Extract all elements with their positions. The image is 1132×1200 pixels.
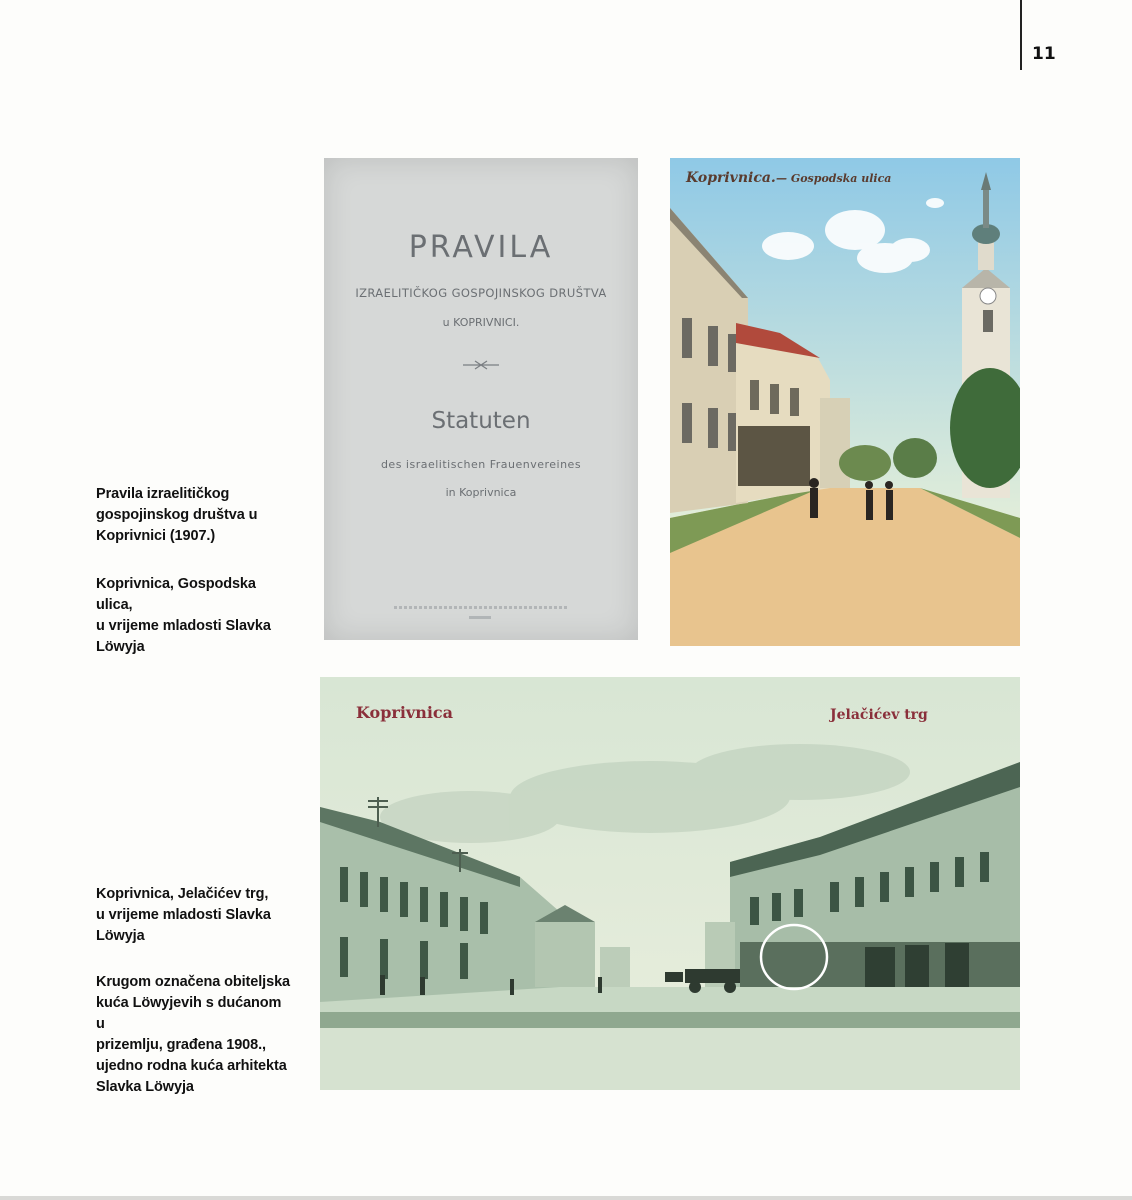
- caption-line: Löwyja: [96, 639, 145, 655]
- printer-imprint-year: [469, 616, 491, 619]
- postcard-jelacic-image: [320, 677, 1020, 1090]
- caption-line: Koprivnica, Gospodska ulica,: [96, 576, 256, 613]
- booklet-title: PRAVILA: [408, 230, 554, 265]
- caption-pravila: [96, 484, 291, 547]
- caption-line: prizemlju, građena 1908.,: [96, 1037, 266, 1053]
- booklet-subtitle-1: IZRAELITIČKOG GOSPOJINSKOG DRUŠTVA: [355, 286, 607, 300]
- ornament-icon: [461, 358, 501, 372]
- caption-line: gospojinskog društva u: [96, 507, 258, 523]
- page-bottom-edge: [0, 1196, 1132, 1200]
- postcard-place-label: Koprivnica.: [686, 170, 776, 186]
- caption-line: Löwyja: [96, 928, 145, 944]
- booklet-cover-image: [324, 158, 638, 640]
- caption-line: ujedno rodna kuća arhitekta: [96, 1058, 287, 1074]
- caption-line: Koprivnica, Jelačićev trg,: [96, 886, 269, 902]
- page-number: 11: [1032, 44, 1056, 64]
- printer-imprint: [394, 606, 568, 609]
- caption-line: u vrijeme mladosti Slavka: [96, 618, 271, 634]
- booklet-title-de: Statuten: [431, 408, 531, 434]
- caption-line: Slavka Löwyja: [96, 1079, 194, 1095]
- caption-gospodska: [96, 574, 291, 658]
- postcard-street-label: — Gospodska ulica: [776, 172, 892, 185]
- booklet-subtitle-de-1: des israelitischen Frauenvereines: [380, 458, 582, 471]
- caption-line: u vrijeme mladosti Slavka: [96, 907, 271, 923]
- square-scene-illustration: [320, 677, 1020, 1090]
- postcard-gospodska-image: [670, 158, 1020, 646]
- page-rule: [1020, 0, 1022, 70]
- caption-krugom: [96, 972, 291, 1098]
- booklet-subtitle-2: u KOPRIVNICI.: [442, 316, 520, 329]
- caption-line: kuća Löwyjevih s dućanom u: [96, 995, 282, 1032]
- postcard-place-label: Koprivnica: [356, 703, 454, 722]
- caption-line: Pravila izraelitičkog: [96, 486, 230, 502]
- caption-line: Koprivnici (1907.): [96, 528, 216, 544]
- booklet-subtitle-de-2: in Koprivnica: [445, 486, 517, 499]
- caption-line: Krugom označena obiteljska: [96, 974, 290, 990]
- street-scene-illustration: [670, 158, 1020, 646]
- caption-jelacic: [96, 884, 291, 947]
- postcard-square-label: Jelačićev trg: [830, 707, 928, 723]
